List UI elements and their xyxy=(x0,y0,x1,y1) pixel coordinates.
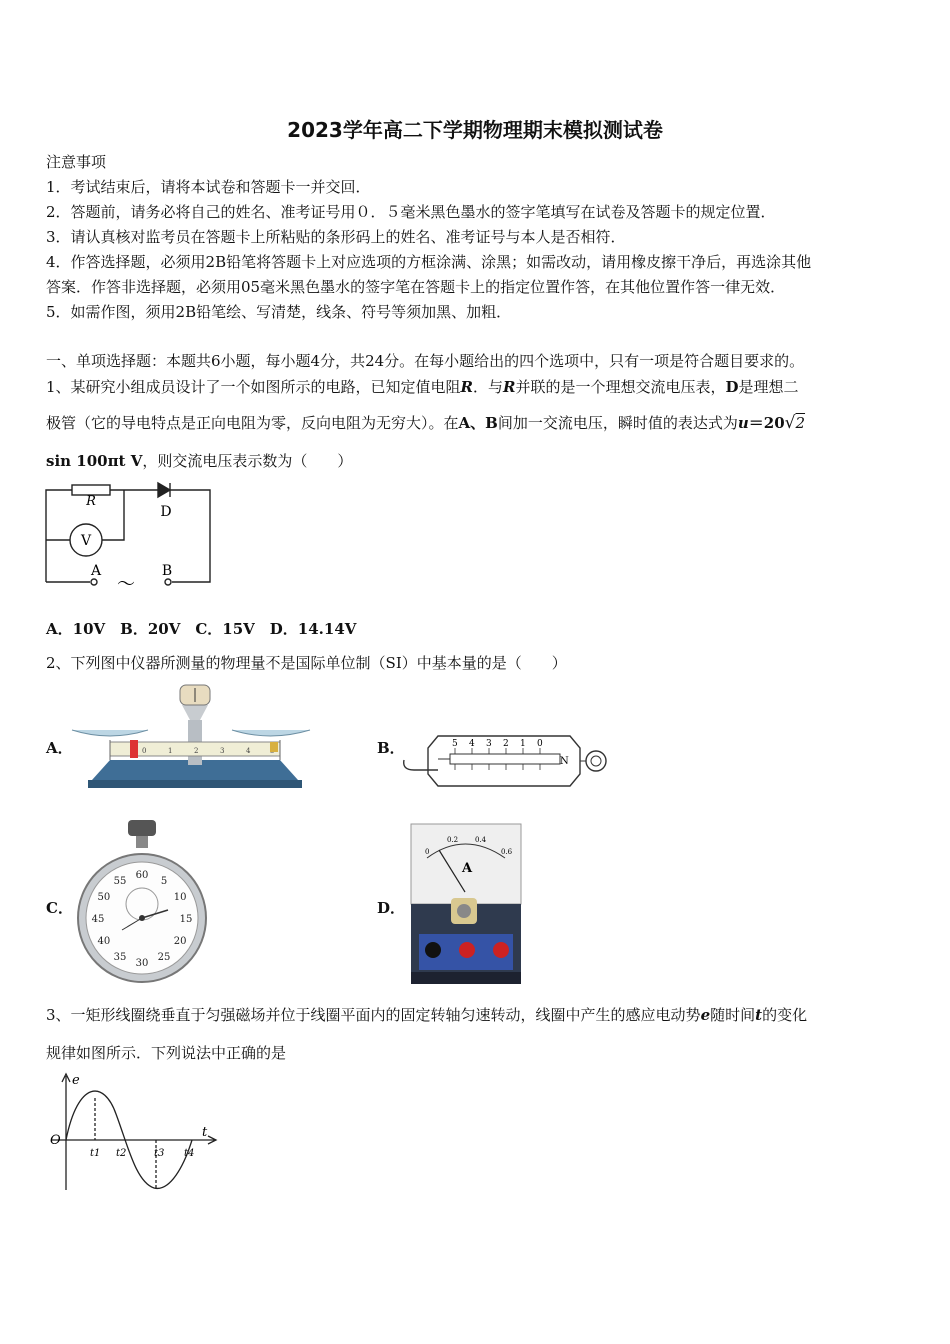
terminal-a-label: A xyxy=(90,563,102,579)
q3-text: 随时间 xyxy=(710,1006,756,1024)
spring-tick: 1 xyxy=(520,739,526,749)
spring-tick: 2 xyxy=(503,739,509,749)
sqrt-sign: √ xyxy=(784,413,796,433)
stopwatch-number: 20 xyxy=(173,936,187,947)
notice-item: 3．请认真核对监考员在答题卡上所粘贴的条形码上的姓名、准考证号与本人是否相符． xyxy=(46,228,626,246)
spring-tick: 4 xyxy=(469,739,475,749)
option-b-label: B． xyxy=(377,739,405,757)
q1-symbol-ab: A、B xyxy=(458,414,498,432)
graph-t2: t2 xyxy=(116,1148,127,1159)
ac-source-symbol: ～ xyxy=(117,574,135,588)
ammeter-tick: 0.2 xyxy=(447,836,459,844)
balance-tick: 3 xyxy=(220,747,225,755)
q1-symbol-d: D xyxy=(725,378,739,396)
q3-symbol-t: t xyxy=(755,1006,763,1024)
spring-unit: N xyxy=(560,756,569,767)
q1-stem-line3 xyxy=(46,451,352,471)
q1-text: ，则交流电压表示数为（ ） xyxy=(142,452,353,470)
notice-item: 2．答题前，请务必将自己的姓名、准考证号用０．５毫米黑色墨水的签字笔填写在试卷及答题卡的规定位置． xyxy=(46,203,776,221)
circuit-diagram xyxy=(40,478,220,588)
notice-item: 5．如需作图，须用2B铅笔绘、写清楚，线条、符号等须加黑、加粗． xyxy=(46,303,512,321)
ammeter-image xyxy=(405,822,525,987)
q1-symbol-r: R xyxy=(503,378,516,396)
graph-t4: t4 xyxy=(184,1148,195,1159)
stopwatch-number: 40 xyxy=(97,936,111,947)
q1-options: A．10V B．20V C．15V D．14.14V xyxy=(46,620,357,638)
stopwatch-image xyxy=(72,818,212,986)
q1-stem-line2 xyxy=(46,413,805,433)
stopwatch-number: 5 xyxy=(160,875,168,887)
stopwatch-number: 15 xyxy=(179,914,193,925)
resistor-label: R xyxy=(86,494,96,509)
q1-text: 并联的是一个理想交流电压表， xyxy=(515,378,726,396)
stopwatch-number: 50 xyxy=(97,892,111,903)
option-c-label: C． xyxy=(46,899,73,917)
q1-text: 是理想二 xyxy=(738,378,799,396)
graph-axis-t: t xyxy=(202,1125,208,1140)
q3-stem-line1 xyxy=(46,1005,807,1025)
q1-equation: ＝20 xyxy=(748,414,785,432)
graph-origin: O xyxy=(50,1133,61,1148)
stopwatch-number: 25 xyxy=(157,952,171,964)
q1-sine-term: sin 100πt V xyxy=(46,452,143,470)
stopwatch-number: 45 xyxy=(91,914,105,925)
q3-text: 的变化 xyxy=(762,1006,808,1024)
stopwatch-number: 10 xyxy=(173,892,187,903)
balance-tick: 4 xyxy=(246,747,251,755)
notice-item: 答案．作答非选择题，必须用05毫米黑色墨水的签字笔在答题卡上的指定位置作答，在其他位置作答一律无效． xyxy=(46,278,786,296)
spring-balance-image xyxy=(400,730,615,795)
graph-axis-e: e xyxy=(72,1073,80,1088)
q1-text: 极管（它的导电特点是正向电阻为零，反向电阻为无穷大）。在 xyxy=(46,414,459,432)
stopwatch-number: 55 xyxy=(113,875,127,887)
ammeter-unit-label: A xyxy=(462,861,473,876)
q1-symbol-u: u xyxy=(737,414,749,432)
stopwatch-number: 30 xyxy=(135,958,149,969)
ammeter-tick: 0.4 xyxy=(475,836,487,844)
sqrt-radicand: 2 xyxy=(795,414,806,432)
voltmeter-label: V xyxy=(80,533,92,549)
balance-tick: 1 xyxy=(168,747,173,755)
option-a-label: A． xyxy=(46,739,73,757)
balance-tick: 2 xyxy=(194,747,199,755)
graph-t3: t3 xyxy=(154,1148,165,1159)
q1-stem-line1 xyxy=(46,377,799,397)
ammeter-tick: 0 xyxy=(425,848,430,856)
notice-item: 4．作答选择题，必须用2B铅笔将答题卡上对应选项的方框涂满、涂黑；如需改动，请用橡皮擦干净后，再选涂其他 xyxy=(46,253,812,271)
spring-tick: 3 xyxy=(486,739,492,749)
balance-scale-image xyxy=(70,680,320,795)
q1-text: 1、某研究小组成员设计了一个如图所示的电路，已知定值电阻 xyxy=(46,378,461,396)
balance-tick: 0 xyxy=(142,747,147,755)
page-title: 2023学年高二下学期物理期末模拟测试卷 xyxy=(287,118,663,142)
q1-text: 间加一交流电压，瞬时值的表达式为 xyxy=(497,414,738,432)
ammeter-tick: 0.6 xyxy=(501,848,513,856)
diode-label: D xyxy=(160,504,172,520)
spring-tick: 5 xyxy=(452,739,458,749)
spring-tick: 0 xyxy=(537,739,543,749)
q1-text: ．与 xyxy=(473,378,504,396)
q3-symbol-e: e xyxy=(700,1006,711,1024)
emf-time-graph xyxy=(44,1070,224,1195)
notice-item: 1．考试结束后，请将本试卷和答题卡一并交回． xyxy=(46,178,371,196)
graph-t1: t1 xyxy=(90,1148,101,1159)
q3-stem-line2: 规律如图所示．下列说法中正确的是 xyxy=(46,1044,287,1062)
stopwatch-number: 60 xyxy=(135,870,149,881)
notice-heading: 注意事项 xyxy=(46,153,107,171)
section-heading: 一、单项选择题：本题共6小题，每小题4分，共24分。在每小题给出的四个选项中，只有一项是符合题目要求的。 xyxy=(46,352,805,370)
stopwatch-number: 35 xyxy=(113,952,127,964)
terminal-b-label: B xyxy=(161,563,173,579)
q3-text: 3、一矩形线圈绕垂直于匀强磁场并位于线圈平面内的固定转轴匀速转动，线圈中产生的感应电动势 xyxy=(46,1006,701,1024)
q1-symbol-r: R xyxy=(460,378,474,396)
q2-stem: 2、下列图中仪器所测量的物理量不是国际单位制（SI）中基本量的是（ ） xyxy=(46,654,567,672)
option-d-label: D． xyxy=(377,899,406,917)
